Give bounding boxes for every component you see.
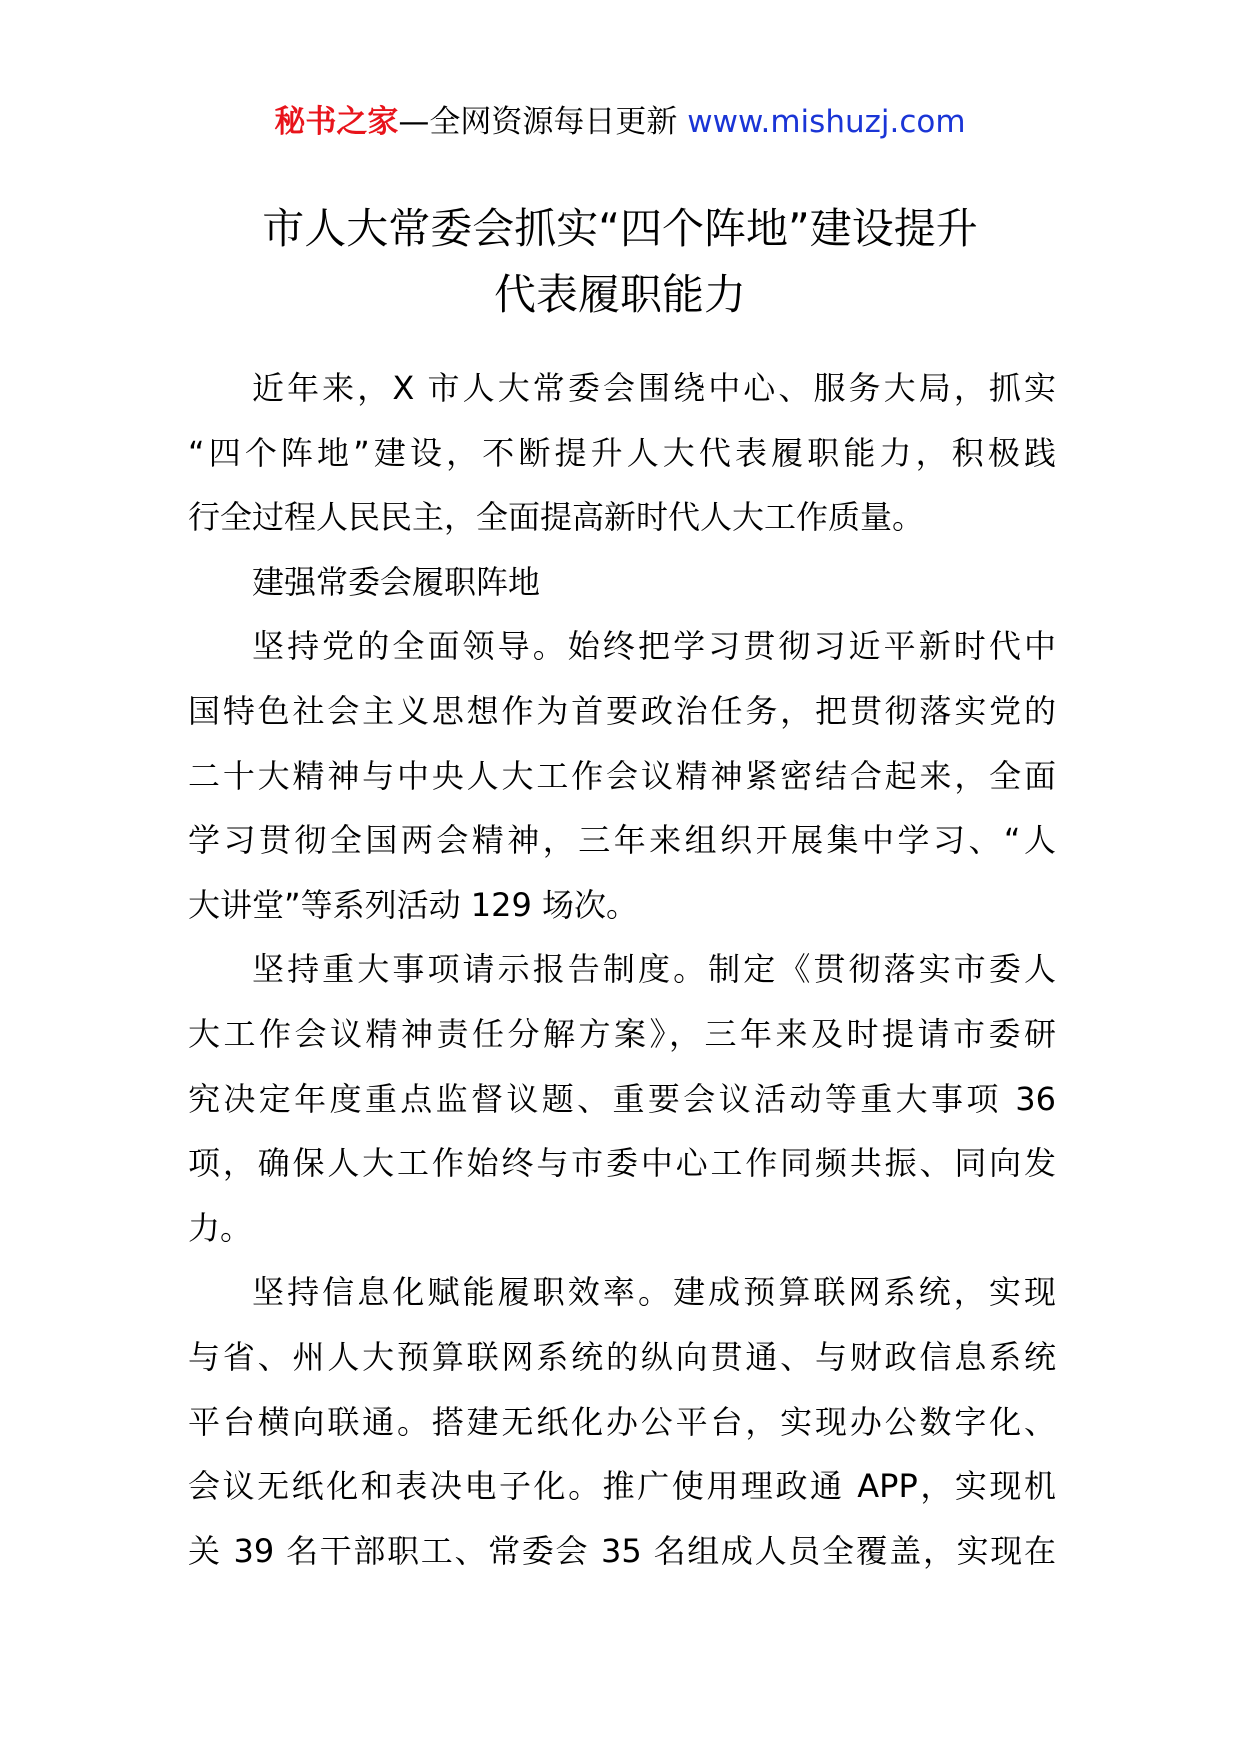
paragraph-line: 大工作会议精神责任分解方案》，三年来及时提请市委研 [188, 1014, 1056, 1053]
paragraph-line: 会议无纸化和表决电子化。推广使用理政通 APP，实现机 [188, 1467, 1056, 1506]
paragraph-line: 究决定年度重点监督议题、重要会议活动等重大事项 36 [188, 1079, 1056, 1118]
document-body [188, 356, 1056, 1583]
paragraph-line: 二十大精神与中央人大工作会议精神紧密结合起来，全面 [188, 756, 1056, 795]
title-line-1: 市人大常委会抓实“四个阵地”建设提升 [262, 204, 978, 253]
paragraph-line: 力。 [188, 1208, 253, 1247]
paragraph-line: 平台横向联通。搭建无纸化办公平台，实现办公数字化、 [188, 1402, 1056, 1441]
paragraph-line: 国特色社会主义思想作为首要政治任务，把贯彻落实党的 [188, 691, 1056, 730]
paragraph-line: 近年来，X 市人大常委会围绕中心、服务大局，抓实 [252, 369, 1056, 407]
paragraph-line: “四个阵地”建设，不断提升人大代表履职能力，积极践 [188, 433, 1056, 472]
paragraph-line: 项，确保人大工作始终与市委中心工作同频共振、同向发 [188, 1144, 1056, 1183]
title-line-2: 代表履职能力 [493, 270, 746, 319]
site-header [0, 100, 1240, 144]
paragraph-line: 学习贯彻全国两会精神，三年来组织开展集中学习、“人 [188, 821, 1056, 860]
document-title [150, 196, 1090, 328]
paragraph-line: 与省、州人大预算联网系统的纵向贯通、与财政信息系统 [188, 1337, 1056, 1376]
site-url-link[interactable]: www.mishuzj.com [687, 104, 966, 140]
paragraph-line: 坚持信息化赋能履职效率。建成预算联网系统，实现 [252, 1273, 1056, 1312]
site-brand: 秘书之家 [274, 104, 399, 140]
paragraph-line: 关 39 名干部职工、常委会 35 名组成人员全覆盖，实现在 [188, 1531, 1056, 1570]
paragraph-line: 坚持重大事项请示报告制度。制定《贯彻落实市委人 [252, 950, 1056, 989]
site-tagline: —全网资源每日更新 [398, 104, 678, 140]
paragraph-line: 坚持党的全面领导。始终把学习贯彻习近平新时代中 [252, 627, 1056, 666]
paragraph-line: 行全过程人民民主，全面提高新时代人大工作质量。 [188, 498, 925, 537]
section-heading: 建强常委会履职阵地 [252, 562, 541, 601]
paragraph-line: 大讲堂”等系列活动 129 场次。 [188, 885, 639, 924]
